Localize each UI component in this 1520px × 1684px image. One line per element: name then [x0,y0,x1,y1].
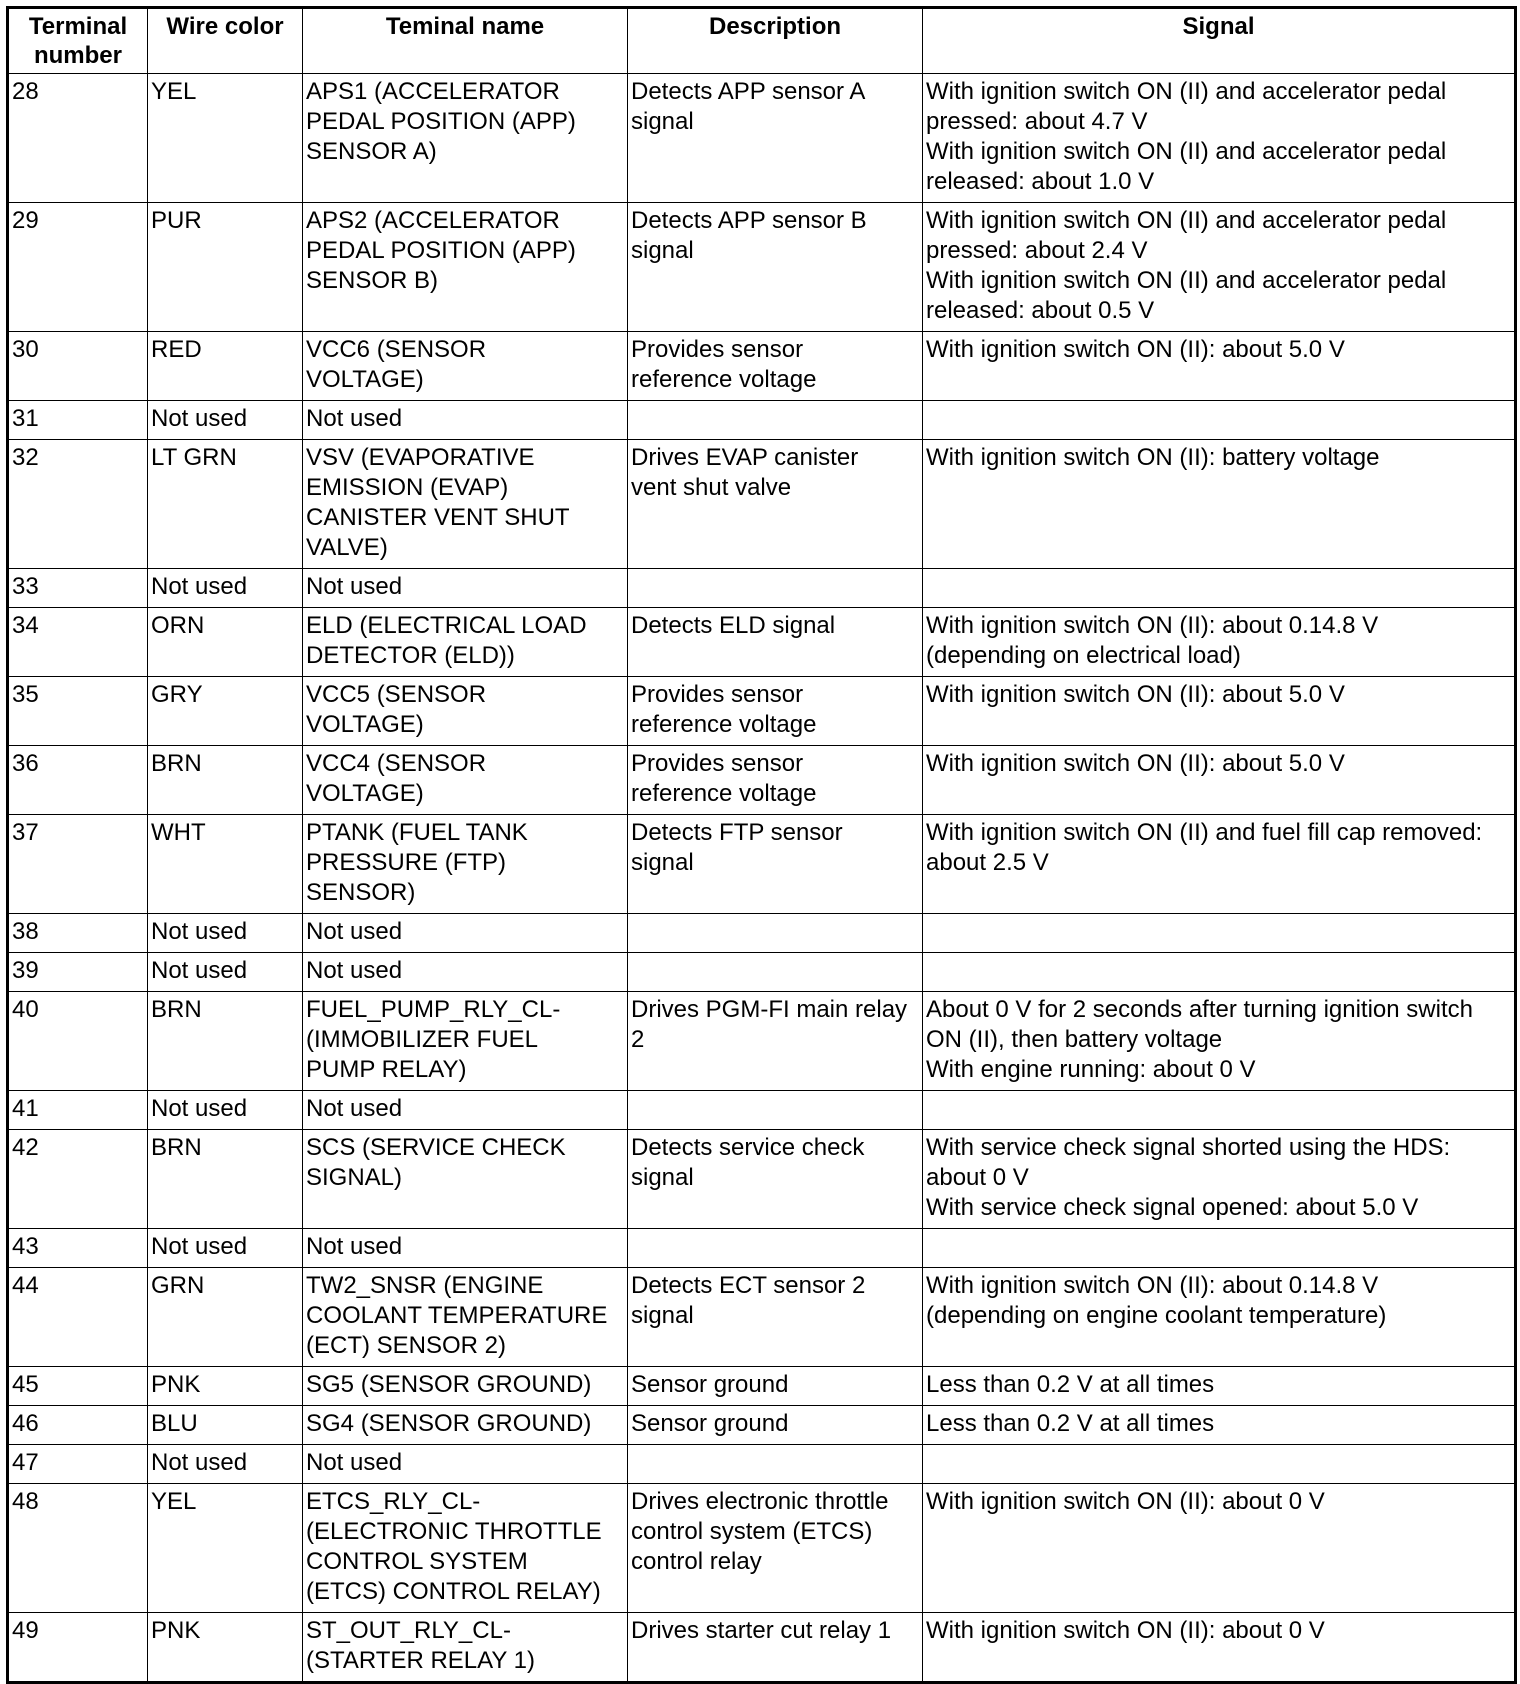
cell-terminal-name: PTANK (FUEL TANK PRESSURE (FTP) SENSOR) [303,815,628,914]
cell-terminal-name: VCC5 (SENSOR VOLTAGE) [303,677,628,746]
header-description: Description [628,8,923,74]
cell-description: Drives EVAP canister vent shut valve [628,440,923,569]
cell-wire-color: WHT [148,815,303,914]
table-header [8,8,1516,74]
cell-terminal-number: 38 [8,914,148,953]
cell-wire-color: ORN [148,608,303,677]
cell-terminal-number: 47 [8,1445,148,1484]
table-row [8,1229,1516,1268]
table-row [8,332,1516,401]
cell-wire-color: YEL [148,1484,303,1613]
cell-terminal-name: APS2 (ACCELERATOR PEDAL POSITION (APP) SENSOR B) [303,203,628,332]
cell-description [628,401,923,440]
cell-description: Detects ELD signal [628,608,923,677]
cell-description: Sensor ground [628,1406,923,1445]
cell-terminal-name: ETCS_RLY_CL- (ELECTRONIC THROTTLE CONTROL SYSTEM (ETCS) CONTROL RELAY) [303,1484,628,1613]
cell-signal [923,1229,1516,1268]
cell-description: Detects APP sensor A signal [628,74,923,203]
cell-terminal-number: 42 [8,1130,148,1229]
cell-signal: Less than 0.2 V at all times [923,1367,1516,1406]
cell-terminal-name: ELD (ELECTRICAL LOAD DETECTOR (ELD)) [303,608,628,677]
cell-terminal-name: SG4 (SENSOR GROUND) [303,1406,628,1445]
cell-signal [923,1091,1516,1130]
terminal-table [6,6,1517,1684]
cell-terminal-number: 39 [8,953,148,992]
cell-terminal-name: Not used [303,401,628,440]
cell-signal: About 0 V for 2 seconds after turning ignition switch ON (II), then battery voltage With engine running: about 0 V [923,992,1516,1091]
cell-terminal-number: 37 [8,815,148,914]
cell-terminal-number: 43 [8,1229,148,1268]
cell-description [628,1091,923,1130]
cell-signal: With ignition switch ON (II): about 5.0 V [923,746,1516,815]
cell-wire-color: PNK [148,1613,303,1683]
cell-signal [923,569,1516,608]
cell-terminal-name: SG5 (SENSOR GROUND) [303,1367,628,1406]
cell-signal [923,914,1516,953]
cell-signal [923,1445,1516,1484]
cell-terminal-name: Not used [303,569,628,608]
cell-description: Provides sensor reference voltage [628,332,923,401]
cell-signal: With ignition switch ON (II): about 0 V [923,1484,1516,1613]
cell-wire-color: GRN [148,1268,303,1367]
cell-terminal-number: 36 [8,746,148,815]
cell-description: Drives starter cut relay 1 [628,1613,923,1683]
cell-wire-color: BRN [148,746,303,815]
cell-description: Drives PGM-FI main relay 2 [628,992,923,1091]
cell-wire-color: LT GRN [148,440,303,569]
cell-description [628,1229,923,1268]
table-row [8,1091,1516,1130]
cell-terminal-name: VSV (EVAPORATIVE EMISSION (EVAP) CANISTER VENT SHUT VALVE) [303,440,628,569]
cell-signal: With ignition switch ON (II) and accelerator pedal pressed: about 4.7 V With ignition switch ON (II) and accelerator pedal released: about 1.0 V [923,74,1516,203]
cell-terminal-number: 41 [8,1091,148,1130]
cell-terminal-name: VCC4 (SENSOR VOLTAGE) [303,746,628,815]
cell-terminal-name: Not used [303,1229,628,1268]
cell-terminal-name: VCC6 (SENSOR VOLTAGE) [303,332,628,401]
table-row [8,1484,1516,1613]
cell-signal: With ignition switch ON (II): about 0.14.8 V (depending on engine coolant temperature) [923,1268,1516,1367]
table-row [8,1130,1516,1229]
terminal-table-container [6,6,1517,1684]
table-row [8,1406,1516,1445]
table-row [8,746,1516,815]
cell-wire-color: BLU [148,1406,303,1445]
cell-wire-color: BRN [148,1130,303,1229]
cell-terminal-name: SCS (SERVICE CHECK SIGNAL) [303,1130,628,1229]
cell-description: Detects FTP sensor signal [628,815,923,914]
cell-wire-color: Not used [148,953,303,992]
cell-wire-color: Not used [148,569,303,608]
cell-terminal-number: 31 [8,401,148,440]
cell-signal: With service check signal shorted using the HDS: about 0 V With service check signal opened: about 5.0 V [923,1130,1516,1229]
cell-terminal-number: 40 [8,992,148,1091]
cell-description: Provides sensor reference voltage [628,746,923,815]
cell-description [628,914,923,953]
header-wire-color: Wire color [148,8,303,74]
cell-terminal-name: FUEL_PUMP_RLY_CL- (IMMOBILIZER FUEL PUMP RELAY) [303,992,628,1091]
header-signal: Signal [923,8,1516,74]
cell-terminal-name: ST_OUT_RLY_CL- (STARTER RELAY 1) [303,1613,628,1683]
table-row [8,401,1516,440]
table-row [8,1268,1516,1367]
cell-terminal-number: 44 [8,1268,148,1367]
table-row [8,1445,1516,1484]
cell-description [628,569,923,608]
cell-wire-color: RED [148,332,303,401]
table-row [8,677,1516,746]
table-row [8,1367,1516,1406]
table-row [8,914,1516,953]
cell-terminal-number: 45 [8,1367,148,1406]
cell-signal [923,401,1516,440]
cell-wire-color: Not used [148,914,303,953]
cell-wire-color: Not used [148,1445,303,1484]
cell-description: Provides sensor reference voltage [628,677,923,746]
cell-description: Detects service check signal [628,1130,923,1229]
cell-terminal-number: 49 [8,1613,148,1683]
cell-terminal-number: 30 [8,332,148,401]
cell-terminal-name: Not used [303,953,628,992]
cell-wire-color: Not used [148,1091,303,1130]
cell-description: Drives electronic throttle control system (ETCS) control relay [628,1484,923,1613]
cell-terminal-name: Not used [303,914,628,953]
cell-terminal-number: 34 [8,608,148,677]
cell-terminal-number: 48 [8,1484,148,1613]
header-terminal-number: Terminal number [8,8,148,74]
header-terminal-name: Teminal name [303,8,628,74]
cell-description [628,1445,923,1484]
cell-terminal-number: 35 [8,677,148,746]
cell-wire-color: Not used [148,401,303,440]
cell-signal: With ignition switch ON (II): battery voltage [923,440,1516,569]
cell-wire-color: GRY [148,677,303,746]
cell-terminal-number: 28 [8,74,148,203]
cell-wire-color: Not used [148,1229,303,1268]
cell-terminal-name: TW2_SNSR (ENGINE COOLANT TEMPERATURE (ECT) SENSOR 2) [303,1268,628,1367]
cell-signal: Less than 0.2 V at all times [923,1406,1516,1445]
cell-wire-color: YEL [148,74,303,203]
cell-signal: With ignition switch ON (II) and accelerator pedal pressed: about 2.4 V With ignition switch ON (II) and accelerator pedal released: about 0.5 V [923,203,1516,332]
table-row [8,992,1516,1091]
cell-description: Detects APP sensor B signal [628,203,923,332]
cell-signal: With ignition switch ON (II): about 5.0 V [923,332,1516,401]
cell-description [628,953,923,992]
cell-terminal-number: 29 [8,203,148,332]
cell-wire-color: BRN [148,992,303,1091]
cell-terminal-name: Not used [303,1445,628,1484]
table-row [8,608,1516,677]
cell-wire-color: PNK [148,1367,303,1406]
cell-terminal-number: 33 [8,569,148,608]
table-row [8,815,1516,914]
cell-signal: With ignition switch ON (II): about 0.14.8 V (depending on electrical load) [923,608,1516,677]
cell-terminal-number: 32 [8,440,148,569]
cell-signal [923,953,1516,992]
cell-signal: With ignition switch ON (II): about 5.0 V [923,677,1516,746]
cell-terminal-number: 46 [8,1406,148,1445]
cell-signal: With ignition switch ON (II) and fuel fill cap removed: about 2.5 V [923,815,1516,914]
cell-terminal-name: Not used [303,1091,628,1130]
cell-description: Detects ECT sensor 2 signal [628,1268,923,1367]
table-row [8,440,1516,569]
cell-description: Sensor ground [628,1367,923,1406]
table-row [8,203,1516,332]
cell-terminal-name: APS1 (ACCELERATOR PEDAL POSITION (APP) SENSOR A) [303,74,628,203]
table-row [8,953,1516,992]
cell-signal: With ignition switch ON (II): about 0 V [923,1613,1516,1683]
header-row [8,8,1516,74]
table-body [8,74,1516,1683]
table-row [8,1613,1516,1683]
cell-wire-color: PUR [148,203,303,332]
table-row [8,74,1516,203]
table-row [8,569,1516,608]
